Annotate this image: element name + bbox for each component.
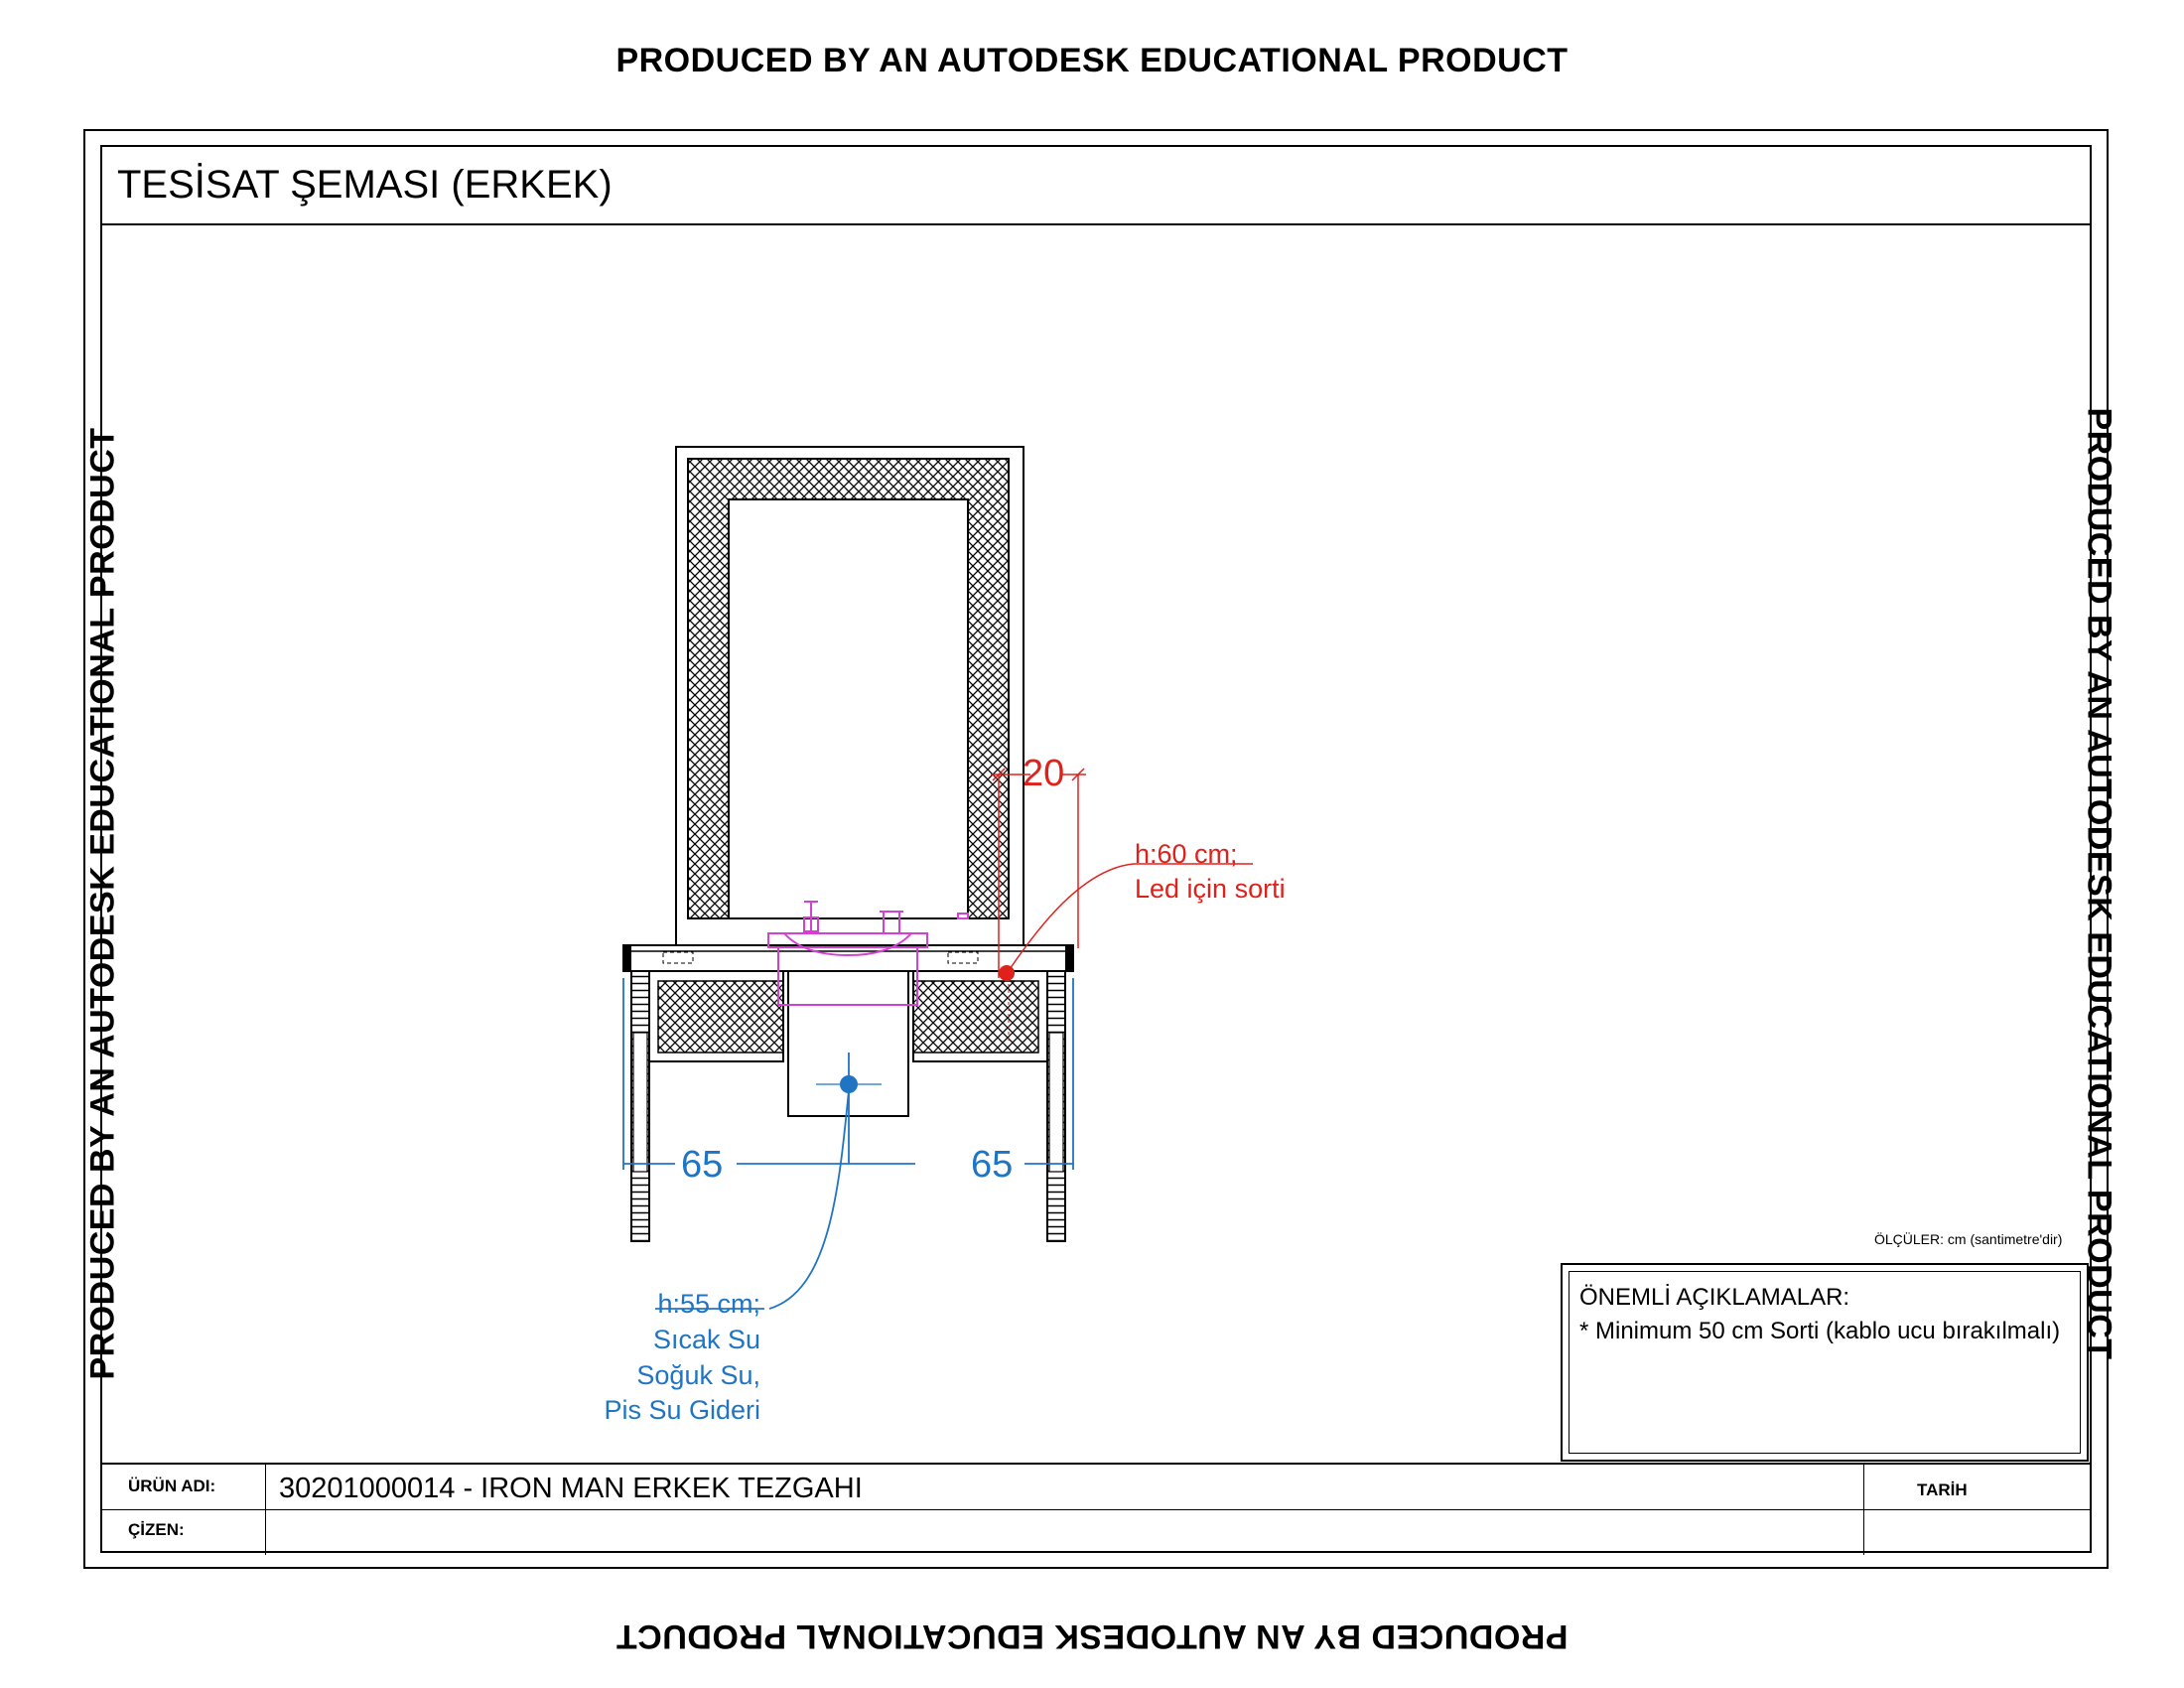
- mirror: [676, 447, 1024, 945]
- led-outlet-label: Led için sorti: [1135, 874, 1286, 904]
- watermark-right: PRODUCED BY AN AUTODESK EDUCATIONAL PRODUCT: [2080, 407, 2118, 1360]
- notes-inner-border: [1569, 1271, 2081, 1454]
- title-block: [100, 1463, 2092, 1553]
- units-note: ÖLÇÜLER: cm (santimetre'dir): [1874, 1231, 2063, 1247]
- water-outlet-point: [840, 1075, 858, 1093]
- title-block-row-divider: [100, 1509, 2092, 1510]
- dimension-right: 65: [971, 1144, 1014, 1186]
- water-height-label: h:55 cm;: [657, 1289, 760, 1319]
- cold-water-label: Soğuk Su,: [636, 1360, 760, 1390]
- product-name-label: ÜRÜN ADI:: [128, 1477, 216, 1495]
- dimension-left: 65: [681, 1144, 724, 1186]
- notes-line: * Minimum 50 cm Sorti (kablo ucu bırakılmalı): [1579, 1318, 2061, 1344]
- drawn-by-label: ÇİZEN:: [128, 1520, 185, 1539]
- notes-box: [1561, 1263, 2089, 1462]
- drawing-title: TESİSAT ŞEMASI (ERKEK): [117, 163, 613, 207]
- product-name-value: 30201000014 - IRON MAN ERKEK TEZGAHI: [279, 1473, 863, 1504]
- notes-title: ÖNEMLİ AÇIKLAMALAR:: [1579, 1284, 1850, 1311]
- date-label: TARİH: [1917, 1480, 1968, 1499]
- watermark-top: PRODUCED BY AN AUTODESK EDUCATIONAL PRODUCT: [615, 42, 1569, 79]
- title-block-col-divider-2: [1863, 1465, 1864, 1555]
- led-outlet-point: [999, 965, 1015, 981]
- hot-water-label: Sıcak Su: [652, 1325, 760, 1354]
- title-block-col-divider-1: [265, 1465, 266, 1555]
- led-height-label: h:60 cm;: [1135, 839, 1238, 869]
- watermark-left: PRODUCED BY AN AUTODESK EDUCATIONAL PRODUCT: [83, 427, 122, 1380]
- watermark-bottom: PRODUCED BY AN AUTODESK EDUCATIONAL PRODUCT: [615, 1618, 1569, 1655]
- dimension-top: 20: [1023, 753, 1065, 794]
- waste-water-label: Pis Su Gideri: [604, 1395, 760, 1425]
